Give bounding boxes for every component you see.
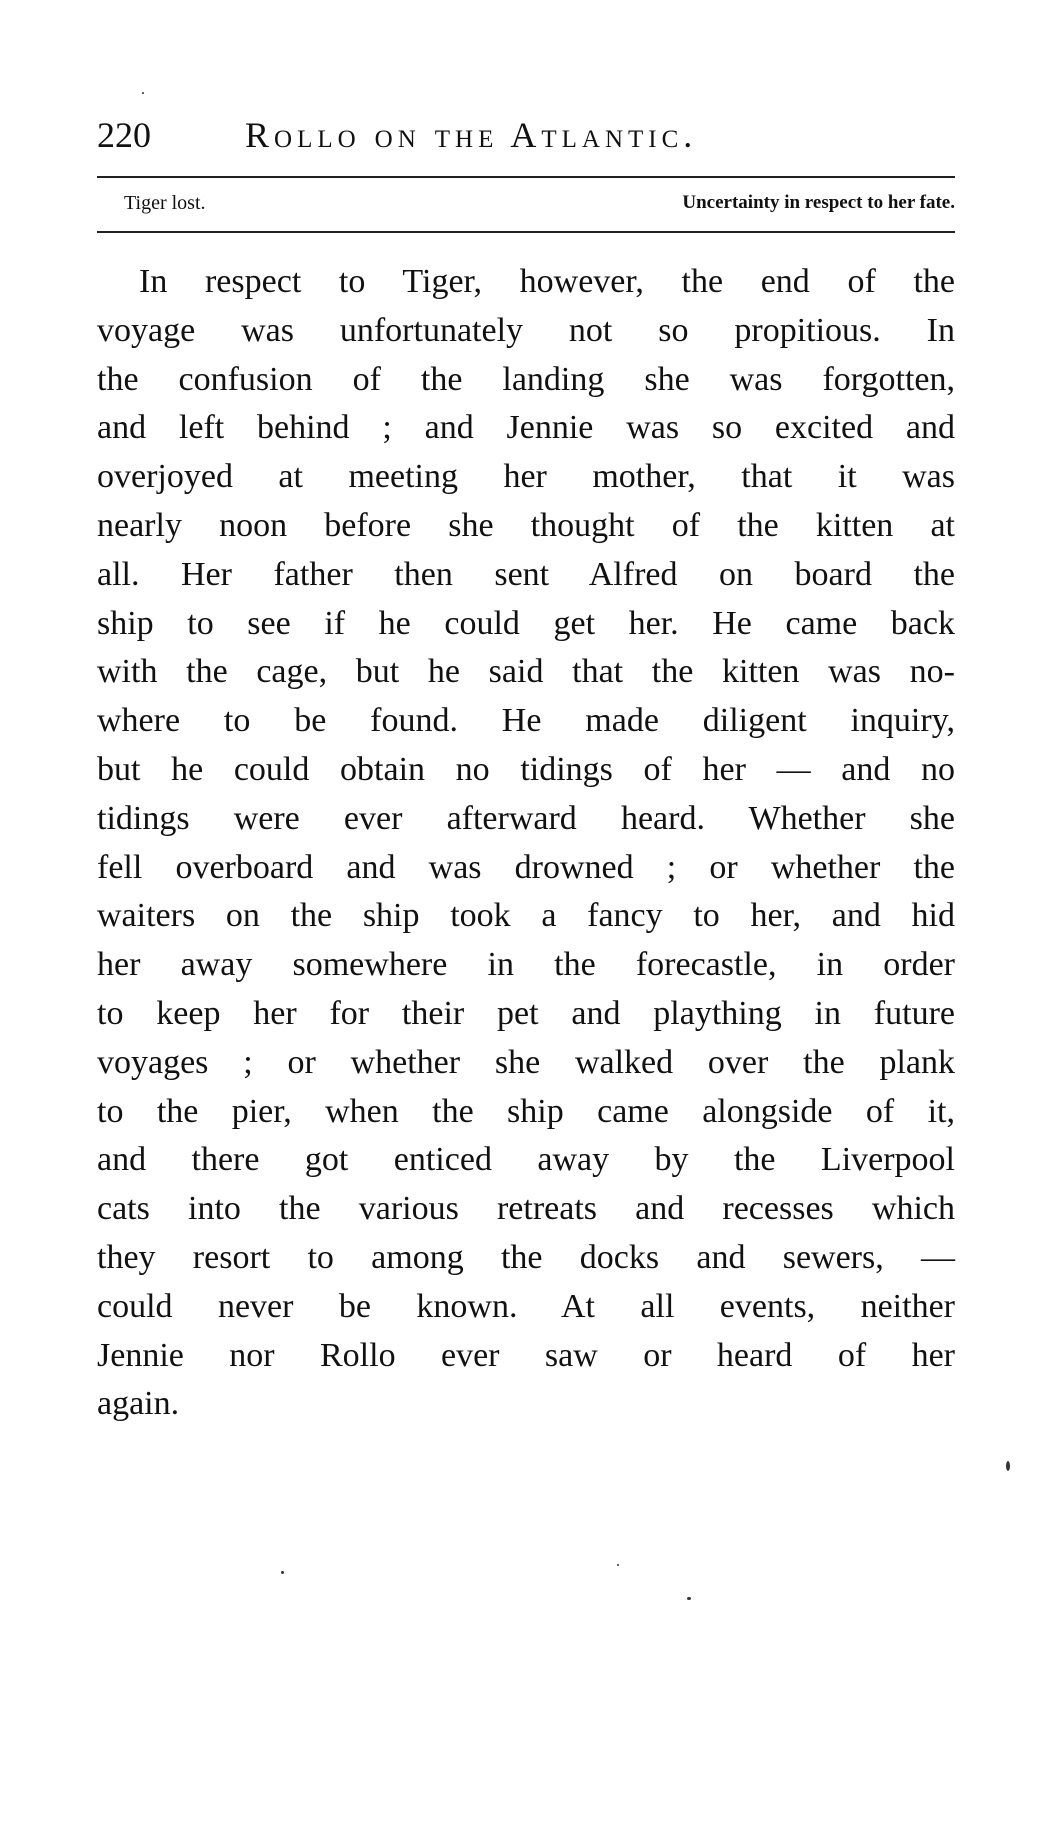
- text-line: her away somewhere in the forecastle, in order: [97, 946, 955, 984]
- text-line: cats into the various retreats and recesses which: [97, 1190, 955, 1228]
- text-line: In respect to Tiger, however, the end of the: [139, 263, 955, 300]
- header-rule-top: [97, 176, 955, 178]
- running-head: [97, 108, 957, 162]
- page-number: 220: [97, 115, 151, 155]
- book-title: Rollo on the Atlantic.: [245, 115, 698, 155]
- ink-speck: [142, 92, 144, 94]
- header-rule-bottom: [97, 231, 955, 233]
- ink-speck: [1006, 1461, 1010, 1471]
- text-line: and left behind ; and Jennie was so excited and: [97, 409, 955, 447]
- text-line: but he could obtain no tidings of her — and no: [97, 750, 955, 788]
- body-paragraph: [97, 258, 955, 1429]
- text-line: they resort to among the docks and sewers, —: [97, 1238, 955, 1276]
- text-line: could never be known. At all events, neither: [97, 1287, 955, 1325]
- text-line: again.: [97, 1385, 180, 1423]
- text-line: nearly noon before she thought of the kitten at: [97, 506, 955, 544]
- text-line: voyages ; or whether she walked over the plank: [97, 1043, 955, 1081]
- ink-speck: [687, 1597, 691, 1600]
- text-line: waiters on the ship took a fancy to her, and hid: [97, 897, 955, 935]
- ink-speck: [281, 1571, 284, 1574]
- section-topic-right: Uncertainty in respect to her fate.: [682, 192, 955, 213]
- text-line: where to be found. He made diligent inquiry,: [97, 702, 955, 740]
- text-line: all. Her father then sent Alfred on board the: [97, 555, 955, 593]
- text-line: ship to see if he could get her. He came back: [97, 604, 955, 642]
- text-line: Jennie nor Rollo ever saw or heard of her: [97, 1336, 955, 1374]
- text-line: the confusion of the landing she was forgotten,: [97, 360, 955, 398]
- text-line: overjoyed at meeting her mother, that it was: [97, 458, 955, 496]
- text-line: with the cage, but he said that the kitten was no-: [97, 653, 955, 691]
- text-line: voyage was unfortunately not so propitious. In: [97, 311, 955, 349]
- text-line: and there got enticed away by the Liverpool: [97, 1141, 955, 1179]
- text-line: to keep her for their pet and plaything in future: [97, 994, 955, 1032]
- text-line: tidings were ever afterward heard. Whether she: [97, 799, 955, 837]
- ink-speck: [617, 1564, 619, 1566]
- section-topic-left: Tiger lost.: [124, 192, 206, 214]
- text-line: fell overboard and was drowned ; or whether the: [97, 848, 955, 886]
- text-line: to the pier, when the ship came alongside of it,: [97, 1092, 955, 1130]
